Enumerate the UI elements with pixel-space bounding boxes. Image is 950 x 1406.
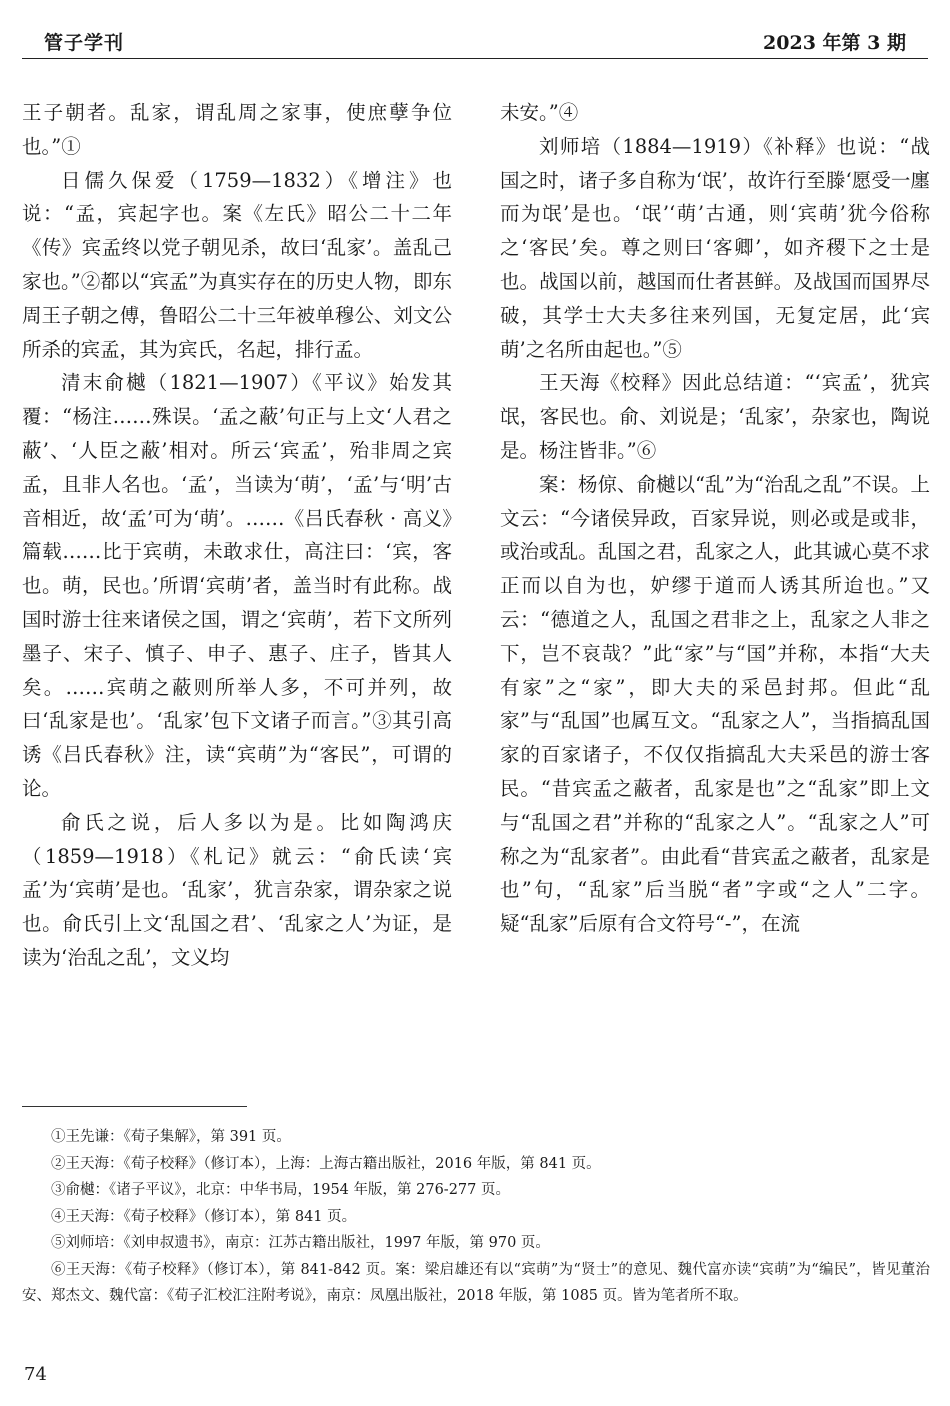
footnote: ③俞樾：《诸子平议》，北京：中华书局，1954 年版，第 276-277 页。 (51, 1182, 510, 1198)
page-number: 74 (24, 1364, 47, 1385)
page-header (0, 0, 950, 58)
left-column (22, 96, 452, 1086)
footnote: ④王天海：《荀子校释》（修订本），第 841 页。 (51, 1208, 357, 1225)
footnote: ⑤刘师培：《刘申叔遗书》，南京：江苏古籍出版社，1997 年版，第 970 页。 (51, 1235, 550, 1251)
paragraph: 案：杨倞、俞樾以“乱”为“治乱之乱”不误。上文云：“今诸侯异政，百家异说，则必或是或非，或治或乱。乱国之君，乱家之人，此其诚心莫不求正而以自为也，妒缪于道而人诱其所迨也。”又云：“德道之人，乱国之君非之上，乱家之人非之下，岂不哀哉？”此“家”与“国”并称，本指“大夫有家”之“家”，即大夫的采邑封邦。但此“乱家”与“乱国”也属互文。“乱家之人”，当指搞乱国家的百家诸子，不仅仅指搞乱大夫采邑的游士客民。“昔宾孟之蔽者，乱家是也”之“乱家”即上文与“乱国之君”并称的“乱家之人”。“乱家之人”可称之为“乱家者”。由此看“昔宾孟之蔽者，乱家是也”句，“乱家”后当脱“者”字或“之人”二字。疑“乱家”后原有合文符号“-”，在流 (500, 472, 930, 936)
header-rule (22, 58, 928, 59)
paragraph: 俞氏之说，后人多以为是。比如陶鸿庆（1859—1918）《札记》就云：“俞氏读‘宾孟’为‘宾萌’是也。‘乱家’，犹言杂家，谓杂家之说也。俞氏引上文‘乱国之君’、‘乱家之人’为证，是读为‘治乱之乱’，文义均 (22, 810, 452, 969)
issue-label: 2023 年第 3 期 (763, 32, 906, 54)
paragraph: 日儒久保爱（1759—1832）《增注》也说：“孟，宾起字也。案《左氏》昭公二十二年《传》宾孟终以党子朝见杀，故曰‘乱家’。盖乱己家也。”②都以“宾孟”为真实存在的历史人物，即东周王子朝之傅，鲁昭公二十三年被单穆公、刘文公所杀的宾孟，其为宾氏，名起，排行孟。 (22, 168, 452, 361)
paragraph: 清末俞樾（1821—1907）《平议》始发其覆：“杨注……殊误。‘孟之蔽’句正与上文‘人君之蔽’、‘人臣之蔽’相对。所云‘宾孟’，殆非周之宾孟，且非人名也。‘孟’，当读为‘萌’，‘孟’与‘明’古音相近，故‘孟’可为‘萌’。……《吕氏春秋 · 高义》篇载……比于宾萌，未敢求仕，高注曰：‘宾，客也。萌，民也。’所谓‘宾萌’者，盖当时有此称。战国时游士往来诸侯之国，谓之‘宾萌’，若下文所列墨子、宋子、慎子、申子、惠子、庄子，皆其人矣。……宾萌之蔽则所举人多，不可并列，故曰‘乱家是也’。‘乱家’包下文诸子而言。”③其引高诱《吕氏春秋》注，读“宾萌”为“客民”，可谓的论。 (22, 371, 452, 800)
footnote-divider (22, 1106, 247, 1107)
footnote: ⑥王天海：《荀子校释》（修订本），第 841-842 页。案：梁启雄还有以“宾萌”为“贤士”的意见、魏代富亦读“宾萌”为“编民”，皆见董治安、郑杰文、魏代富：《荀子汇校汇注附考说》，南京：凤凰出版社，2018 年版，第 1085 页。皆为笔者所不取。 (22, 1261, 930, 1304)
paragraph: 未安。”④ (500, 101, 579, 124)
paragraph: 刘师培（1884—1919）《补释》也说：“战国之时，诸子多自称为‘氓’，故许行至滕‘愿受一廛而为氓’是也。‘氓’‘萌’古通，则‘宾萌’犹今俗称之‘客民’矣。尊之则曰‘客卿’，如齐稷下之士是也。战国以前，越国而仕者甚鲜。及战国而国界尽破，其学士大夫多往来列国，无复定居，此‘宾萌’之名所由起也。”⑤ (500, 134, 930, 361)
journal-title: 管子学刊 (44, 32, 125, 54)
footnote: ②王天海：《荀子校释》（修订本），上海：上海古籍出版社，2016 年版，第 841 页。 (51, 1155, 601, 1172)
footnote: ①王先谦：《荀子集解》，第 391 页。 (51, 1129, 291, 1145)
right-column (500, 96, 930, 1086)
paragraph: 王子朝者。乱家，谓乱周之家事，使庶孽争位也。”① (22, 101, 452, 158)
footnotes (22, 1124, 930, 1310)
paragraph: 王天海《校释》因此总结道：“‘宾孟’，犹宾氓，客民也。俞、刘说是；‘乱家’，杂家也，陶说是。杨注皆非。”⑥ (500, 371, 930, 462)
